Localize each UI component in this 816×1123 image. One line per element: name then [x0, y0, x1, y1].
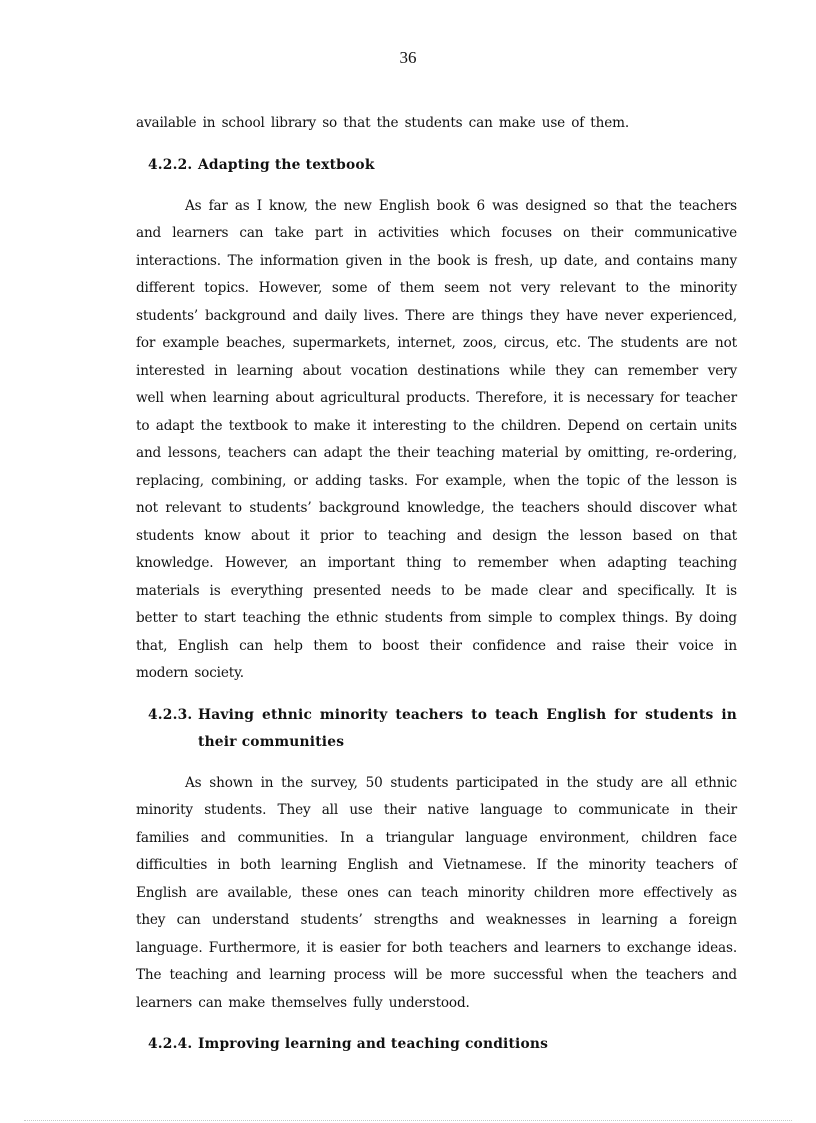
section-title: Having ethnic minority teachers to teach English for students in their communities — [198, 706, 737, 750]
section-heading-4-2-3 — [148, 702, 737, 756]
document-body — [136, 110, 737, 1072]
page-number: 36 — [399, 48, 417, 67]
section-paragraph: As shown in the survey, 50 students participated in the study are all ethnic minority students. They all use their native language to communicate in their families and communities. In a triangular language environment, children face difficulties in both learning English and Vietnamese. If the minority teachers of English are available, these ones can teach minority children more effectively as they can understand students’ strengths and weaknesses in learning a foreign language. Furthermore, it is easier for both teachers and learners to exchange ideas. The teaching and learning process will be more successful when the teachers and learners can make themselves fully understood. — [136, 774, 737, 1011]
section-number: 4.2.2. — [148, 156, 193, 173]
section-title: Adapting the textbook — [198, 156, 375, 173]
page-bottom-divider — [24, 1120, 792, 1121]
lead-paragraph: available in school library so that the students can make use of them. — [136, 115, 630, 131]
section-number: 4.2.3. — [148, 706, 193, 723]
section-title: Improving learning and teaching conditions — [198, 1036, 549, 1052]
section-paragraph: As far as I know, the new English book 6 was designed so that the teachers and learners can take part in activities which focuses on their communicative interactions. The information given in the book is fresh, up date, and contains many different topics. However, some of them seem not very relevant to the minority students’ background and daily lives. There are things they have never experienced, for example beaches, supermarkets, internet, zoos, circus, etc. The students are not interested in learning about vocation destinations while they can remember very well when learning about agricultural products. Therefore, it is necessary for teacher to adapt the textbook to make it interesting to the children. Depend on certain units and lessons, teachers can adapt the their teaching material by omitting, re-ordering, replacing, combining, or adding tasks. For example, when the topic of the lesson is not relevant to students’ background knowledge, the teachers should discover what students know about it prior to teaching and design the lesson based on that knowledge. However, an important thing to remember when adapting teaching materials is everything presented needs to be made clear and specifically. It is better to start teaching the ethnic students from simple to complex things. By doing that, English can help them to boost their confidence and raise their voice in modern society. — [136, 197, 737, 681]
section-heading-4-2-4 — [148, 1031, 737, 1058]
section-number: 4.2.4. — [148, 1036, 193, 1052]
section-heading-4-2-2 — [148, 152, 737, 179]
